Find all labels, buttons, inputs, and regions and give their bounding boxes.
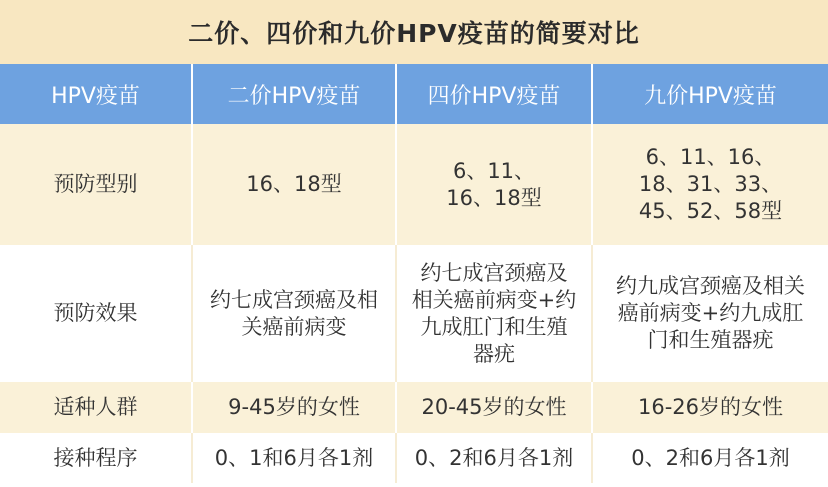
table-cell: 0、2和6月各1剂 — [396, 433, 592, 483]
table-cell: 16-26岁的女性 — [592, 382, 828, 433]
cell-line: 关癌前病变 — [241, 314, 347, 339]
table-header-row — [0, 64, 828, 124]
cell-line: 癌前病变+约九成肛 — [617, 301, 804, 325]
table-row-prevention-effect — [0, 245, 828, 382]
table-cell — [396, 124, 592, 245]
table-cell — [592, 245, 828, 382]
row-label: 接种程序 — [0, 433, 192, 483]
row-label: 预防型别 — [0, 124, 192, 245]
cell-line: 器疣 — [473, 341, 515, 366]
cell-line: 约七成宫颈癌及相 — [210, 287, 378, 312]
cell-line: 门和生殖器疣 — [647, 328, 774, 352]
table-cell: 0、1和6月各1剂 — [192, 433, 396, 483]
header-cell-vaccine: HPV疫苗 — [0, 64, 192, 124]
table-row-vaccination-schedule — [0, 433, 828, 483]
row-label: 适种人群 — [0, 382, 192, 433]
header-cell-bivalent: 二价HPV疫苗 — [192, 64, 396, 124]
cell-line: 九成肛门和生殖 — [420, 314, 568, 339]
table-row-prevention-types — [0, 124, 828, 245]
row-label: 预防效果 — [0, 245, 192, 382]
table-cell: 9-45岁的女性 — [192, 382, 396, 433]
cell-line: 约七成宫颈癌及 — [420, 260, 568, 285]
cell-line: 16、18型 — [246, 172, 342, 196]
cell-line: 相关癌前病变+约 — [411, 287, 577, 312]
cell-line: 6、11、16、 — [645, 145, 776, 169]
table-row-target-population — [0, 382, 828, 433]
table-cell: 20-45岁的女性 — [396, 382, 592, 433]
table-cell — [396, 245, 592, 382]
table-cell: 0、2和6月各1剂 — [592, 433, 828, 483]
cell-line: 16、18型 — [446, 185, 542, 210]
cell-line: 约九成宫颈癌及相关 — [616, 274, 805, 298]
header-cell-nonavalent: 九价HPV疫苗 — [592, 64, 828, 124]
comparison-table — [0, 64, 828, 483]
cell-line: 45、52、58型 — [638, 199, 783, 223]
table-cell — [192, 245, 396, 382]
table-cell — [592, 124, 828, 245]
header-cell-quadrivalent: 四价HPV疫苗 — [396, 64, 592, 124]
cell-line: 18、31、33、 — [638, 172, 783, 196]
cell-line: 6、11、 — [452, 158, 536, 183]
page-title: 二价、四价和九价HPV疫苗的简要对比 — [0, 0, 828, 64]
table-cell — [192, 124, 396, 245]
